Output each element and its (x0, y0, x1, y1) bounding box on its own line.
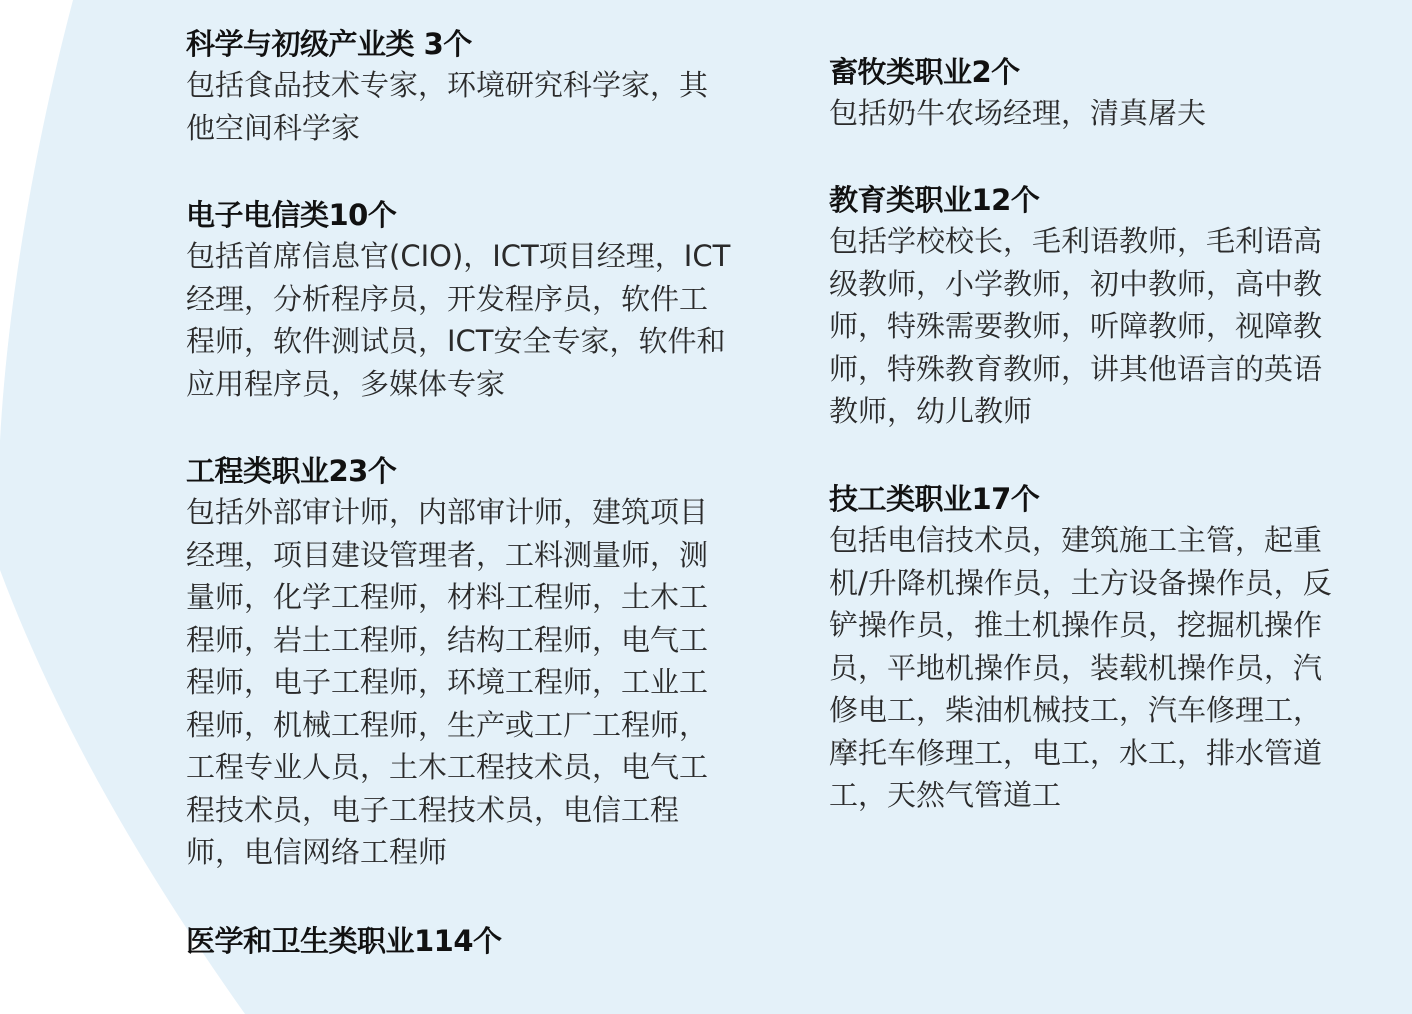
section-description: 包括电信技术员，建筑施工主管，起重机/升降机操作员，土方设备操作员，反铲操作员，推土机操作员，挖掘机操作员，平地机操作员，装载机操作员，汽修电工，柴油机械技工，汽车修理工，摩托车修理工，电工，水工，排水管道工，天然气管道工 (829, 523, 1332, 812)
section-description: 包括学校校长，毛利语教师，毛利语高级教师，小学教师，初中教师，高中教师，特殊需要教师，听障教师，视障教师，特殊教育教师，讲其他语言的英语教师，幼儿教师 (829, 224, 1323, 428)
section-description: 包括食品技术专家，环境研究科学家，其他空间科学家 (186, 68, 709, 145)
section-description: 包括首席信息官(CIO)，ICT项目经理，ICT经理，分析程序员，开发程序员，软件工程师，软件测试员，ICT安全专家，软件和应用程序员，多媒体专家 (186, 239, 731, 401)
section-title: 科学与初级产业类 3个 (186, 27, 472, 61)
section-engineering (186, 451, 731, 874)
section-title: 工程类职业23个 (186, 454, 397, 488)
section-education (829, 180, 1344, 433)
section-description: 包括奶牛农场经理，清真屠夫 (829, 96, 1207, 130)
section-electronics-telecom (186, 195, 731, 405)
section-science (186, 24, 731, 149)
section-livestock (829, 52, 1344, 135)
section-title: 教育类职业12个 (829, 183, 1040, 217)
section-title: 技工类职业17个 (829, 482, 1040, 516)
section-title: 医学和卫生类职业114个 (186, 924, 502, 958)
section-description: 包括外部审计师，内部审计师，建筑项目经理，项目建设管理者，工料测量师，测量师，化学工程师，材料工程师，土木工程师，岩土工程师，结构工程师，电气工程师，电子工程师，环境工程师，工业工程师，机械工程师，生产或工厂工程师，工程专业人员，土木工程技术员，电气工程技术员，电子工程技术员，电信工程师，电信网络工程师 (186, 495, 709, 869)
section-title: 电子电信类10个 (186, 198, 397, 232)
section-title: 畜牧类职业2个 (829, 55, 1020, 89)
section-trades (829, 479, 1344, 817)
section-medical-health (186, 921, 731, 961)
